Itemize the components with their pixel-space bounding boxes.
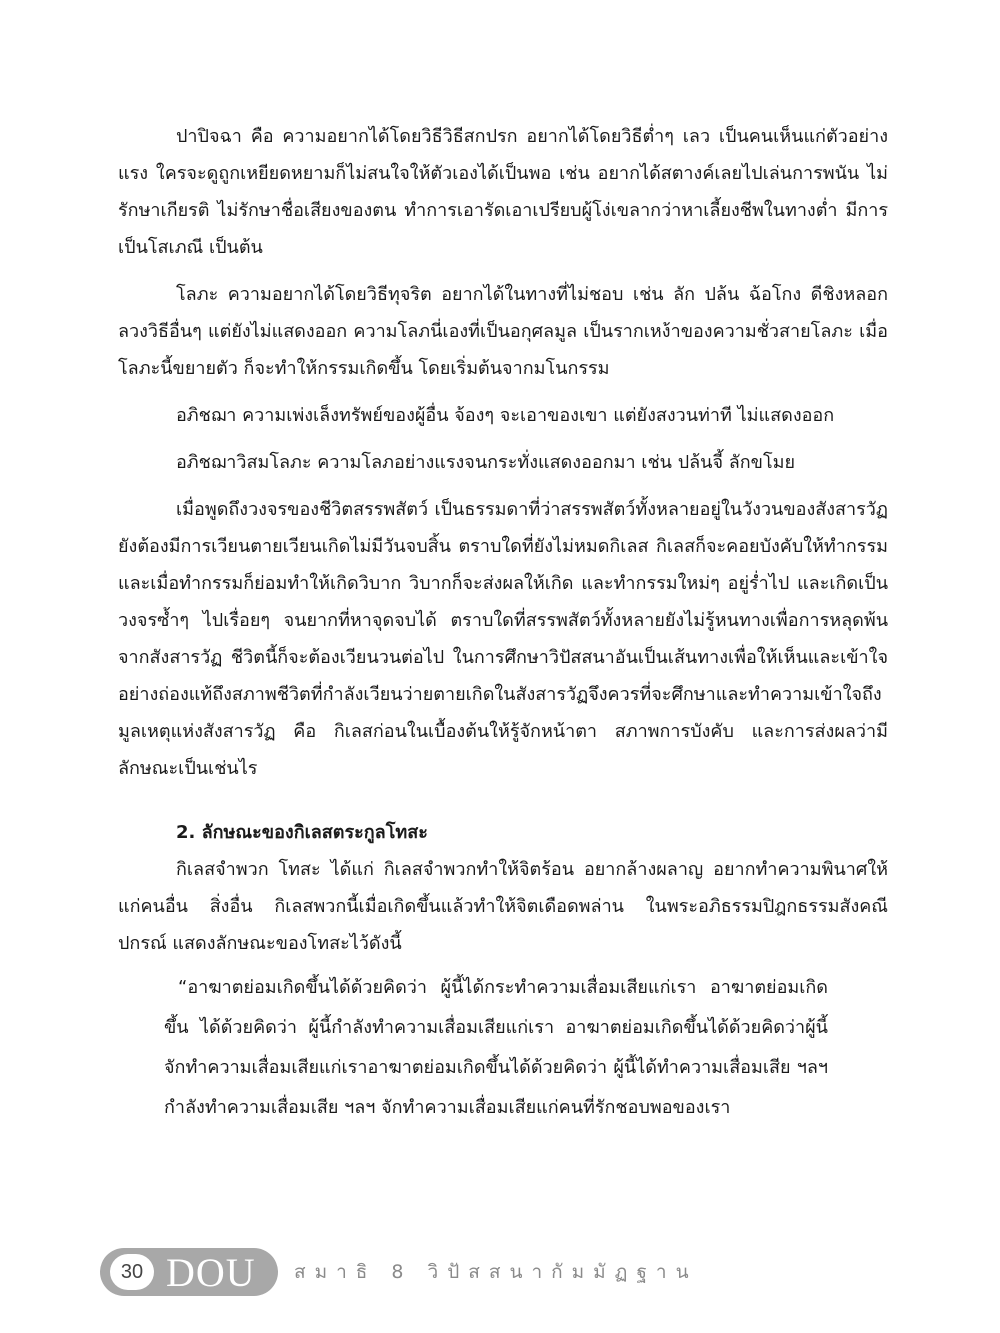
page-footer [100, 1246, 698, 1298]
footer-badge [100, 1248, 278, 1296]
book-title: สมาธิ 8 วิปัสสนากัมมัฏฐาน [294, 1261, 698, 1283]
paragraph-samsara: เมื่อพูดถึงวงจรของชีวิตสรรพสัตว์ เป็นธรรมดาที่ว่าสรรพสัตว์ทั้งหลายอยู่ในวังวนของสังสารวัฏ ยังต้องมีการเวียนตายเวียนเกิดไม่มีวันจบสิ้น ตราบใดที่ยังไม่หมดกิเลส กิเลสก็จะคอยบังคับให้ทำกรรม และเมื่อทำกรรมก็ย่อมทำให้เกิดวิบาก วิบากก็จะส่งผลให้เกิด และทำกรรมใหม่ๆ อยู่ร่ำไป และเกิดเป็นวงจรซ้ำๆ ไปเรื่อยๆ จนยากที่หาจุดจบได้ ตราบใดที่สรรพสัตว์ทั้งหลายยังไม่รู้หนทางเพื่อการหลุดพ้นจากสังสารวัฏ ชีวิตนี้ก็จะต้องเวียนวนต่อไป ในการศึกษาวิปัสสนาอันเป็นเส้นทางเพื่อให้เห็นและเข้าใจอย่างถ่องแท้ถึงสภาพชีวิตที่กำลังเวียนว่ายตายเกิดในสังสารวัฏจึงควรที่จะศึกษาและทำความเข้าใจถึงมูลเหตุแห่งสังสารวัฏ คือ กิเลสก่อนในเบื้องต้นให้รู้จักหน้าตา สภาพการบังคับ และการส่งผลว่ามีลักษณะเป็นเช่นไร [118, 499, 888, 779]
quote-text: “อาฆาตย่อมเกิดขึ้นได้ด้วยคิดว่า ผู้นี้ได้กระทำความเสื่อมเสียแก่เรา อาฆาตย่อมเกิดขึ้น ได้ด้วยคิดว่า ผู้นี้กำลังทำความเสื่อมเสียแก่เรา อาฆาตย่อมเกิดขึ้นได้ด้วยคิดว่าผู้นี้จักทำความเสื่อมเสียแก่เราอาฆาตย่อมเกิดขึ้นได้ด้วยคิดว่า ผู้นี้ได้ทำความเสื่อมเสีย ฯลฯ กำลังทำความเสื่อมเสีย ฯลฯ จักทำความเสื่อมเสียแก่คนที่รักชอบพอของเรา [164, 977, 828, 1118]
dou-logo: DOU [166, 1249, 256, 1295]
paragraph-dosa: กิเลสจำพวก โทสะ ได้แก่ กิเลสจำพวกทำให้จิตร้อน อยากล้างผลาญ อยากทำความพินาศให้แก่คนอื่น สิ่งอื่น กิเลสพวกนี้เมื่อเกิดขึ้นแล้วทำให้จิตเดือดพล่าน ในพระอภิธรรมปิฎกธรรมสังคณีปกรณ์ แสดงลักษณะของโทสะไว้ดังนี้ [118, 859, 888, 954]
page-number: 30 [110, 1254, 154, 1290]
page-content [118, 118, 888, 1128]
paragraph-papiccha: ปาปิจฉา คือ ความอยากได้โดยวิธีวิธีสกปรก อยากได้โดยวิธีต่ำๆ เลว เป็นคนเห็นแก่ตัวอย่างแรง ใครจะดูถูกเหยียดหยามก็ไม่สนใจให้ตัวเองได้เป็นพอ เช่น อยากได้สตางค์เลยไปเล่นการพนัน ไม่รักษาเกียรติ ไม่รักษาชื่อเสียงของตน ทำการเอารัดเอาเปรียบผู้โง่เขลากว่าหาเลี้ยงชีพในทางต่ำ มีการเป็นโสเภณี เป็นต้น [118, 126, 888, 258]
quote-block [164, 968, 828, 1128]
paragraph-abhijjha-visamalobha: อภิชฌาวิสมโลภะ ความโลภอย่างแรงจนกระทั่งแสดงออกมา เช่น ปล้นจี้ ลักขโมย [176, 452, 796, 473]
paragraph-lobha: โลภะ ความอยากได้โดยวิธีทุจริต อยากได้ในทางที่ไม่ชอบ เช่น ลัก ปล้น ฉ้อโกง ดีชิงหลอกลวงวิธีอื่นๆ แต่ยังไม่แสดงออก ความโลภนี่เองที่เป็นอกุศลมูล เป็นรากเหง้าของความชั่วสายโลภะ เมื่อโลภะนี้ขยายตัว ก็จะทำให้กรรมเกิดขึ้น โดยเริ่มต้นจากมโนกรรม [118, 284, 888, 379]
paragraph-abhijjha: อภิชฌา ความเพ่งเล็งทรัพย์ของผู้อื่น จ้องๆ จะเอาของเขา แต่ยังสงวนท่าที ไม่แสดงออก [176, 405, 835, 426]
section-heading: 2. ลักษณะของกิเลสตระกูลโทสะ [176, 822, 428, 843]
